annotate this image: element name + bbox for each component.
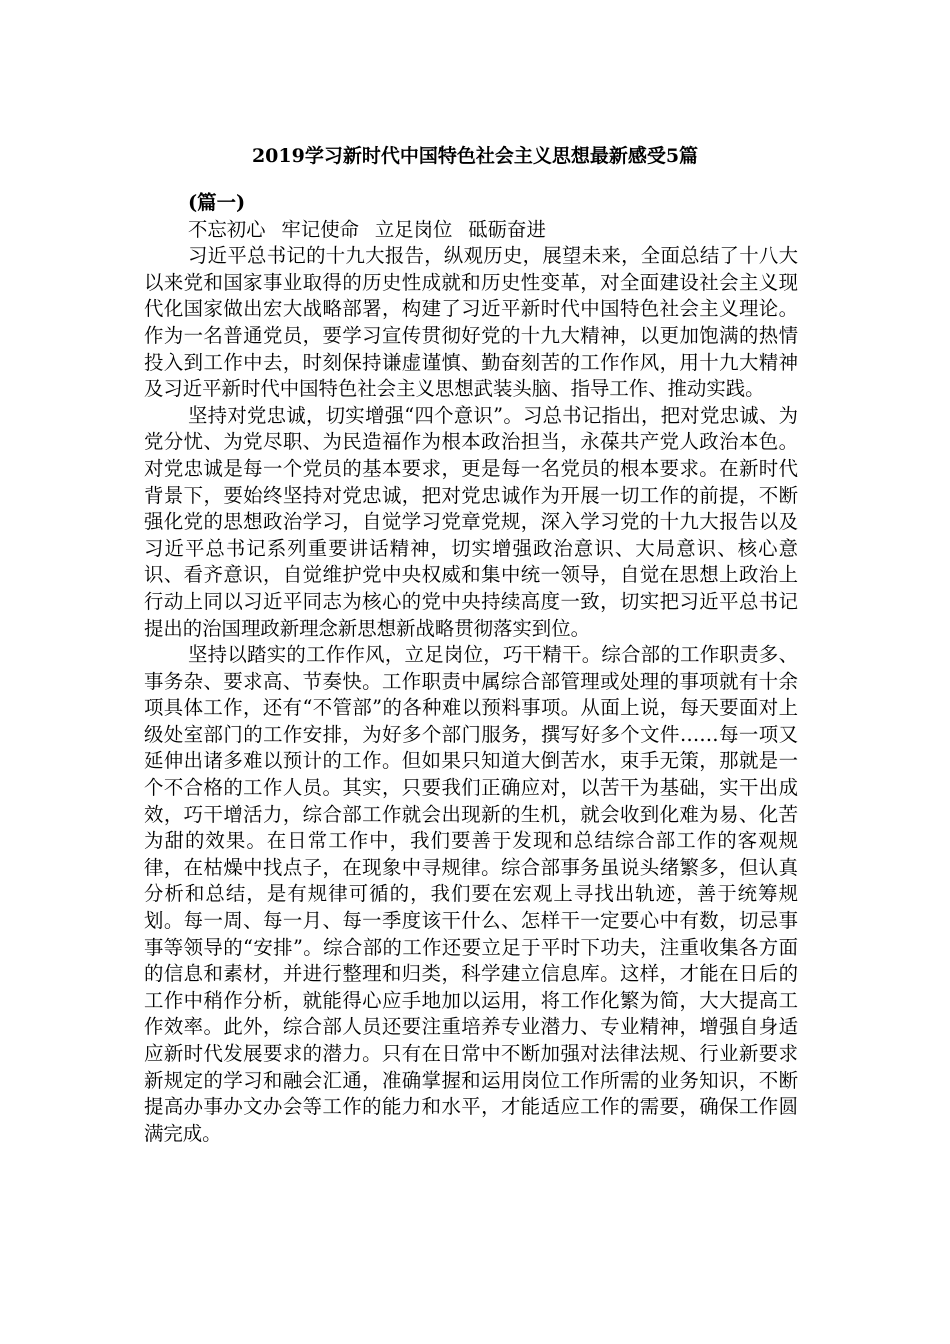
section-subtitle: 不忘初心 牢记使命 立足岗位 砥砺奋进 xyxy=(188,217,546,241)
document-title: 2019学习新时代中国特色社会主义思想最新感受5篇 xyxy=(251,145,699,167)
document-body xyxy=(144,190,798,1147)
paragraph-3: 坚持以踏实的工作作风，立足岗位，巧干精干。综合部的工作职责多、事务杂、要求高、节奏快。工作职责中属综合部管理或处理的事项就有十余项具体工作，还有“不管部”的各种难以预料事项。从面上说，每天要面对上级处室部门的工作安排，为好多个部门服务，撰写好多个文件……每一项又延伸出诸多难以预计的工作。但如果只知道大倒苦水，束手无策，那就是一个不合格的工作人员。其实，只要我们正确应对，以苦干为基础，实干出成效，巧干增活力，综合部工作就会出现新的生机，就会收到化难为易、化苦为甜的效果。在日常工作中，我们要善于发现和总结综合部工作的客观规律，在枯燥中找点子，在现象中寻规律。综合部事务虽说头绪繁多，但认真分析和总结，是有规律可循的，我们要在宏观上寻找出轨迹，善于统筹规划。每一周、每一月、每一季度该干什么、怎样干一定要心中有数，切忌事事等领导的“安排”。综合部的工作还要立足于平时下功夫，注重收集各方面的信息和素材，并进行整理和归类，科学建立信息库。这样，才能在日后的工作中稍作分析，就能得心应手地加以运用，将工作化繁为简，大大提高工作效率。此外，综合部人员还要注重培养专业潜力、专业精神，增强自身适应新时代发展要求的潜力。只有在日常中不断加强对法律法规、行业新要求新规定的学习和融会汇通，准确掌握和运用岗位工作所需的业务知识，不断提高办事办文办会等工作的能力和水平，才能适应工作的需要，确保工作圆满完成。 xyxy=(144,643,798,1145)
section-label: (篇一) xyxy=(188,191,246,214)
paragraph-2: 坚持对党忠诚，切实增强“四个意识”。习总书记指出，把对党忠诚、为党分忧、为党尽职、为民造福作为根本政治担当，永葆共产党人政治本色。对党忠诚是每一个党员的基本要求，更是每一名党员的根本要求。在新时代背景下，要始终坚持对党忠诚，把对党忠诚作为开展一切工作的前提，不断强化党的思想政治学习，自觉学习党章党规，深入学习党的十九大报告以及习近平总书记系列重要讲话精神，切实增强政治意识、大局意识、核心意识、看齐意识，自觉维护党中央权威和集中统一领导，自觉在思想上政治上行动上同以习近平同志为核心的党中央持续高度一致，切实把习近平总书记提出的治国理政新理念新思想新战略贯彻落实到位。 xyxy=(144,403,798,640)
paragraph-1: 习近平总书记的十九大报告，纵观历史，展望未来，全面总结了十八大以来党和国家事业取得的历史性成就和历史性变革，对全面建设社会主义现代化国家做出宏大战略部署，构建了习近平新时代中国特色社会主义理论。作为一名普通党员，要学习宣传贯彻好党的十九大精神，以更加饱满的热情投入到工作中去，时刻保持谦虚谨慎、勤奋刻苦的工作作风，用十九大精神及习近平新时代中国特色社会主义思想武装头脑、指导工作、推动实践。 xyxy=(144,244,798,401)
